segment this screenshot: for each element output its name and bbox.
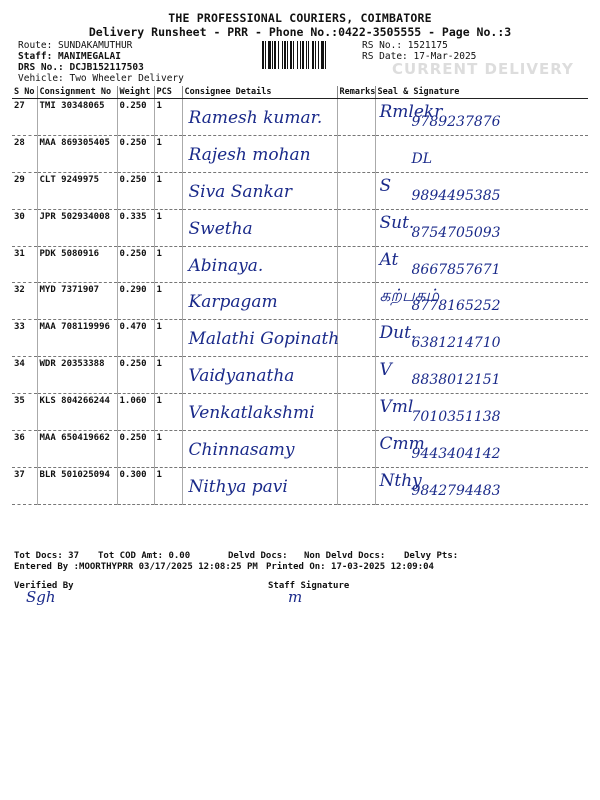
row-sno: 30	[12, 209, 37, 246]
row-sno: 28	[12, 135, 37, 172]
row-consignment: BLR 501025094	[37, 467, 117, 504]
signature-mark: Vml	[379, 397, 414, 418]
signature-phone: 6381214710	[411, 335, 501, 352]
row-pcs: 1	[154, 431, 182, 468]
staff-signature-label: Staff Signature	[268, 581, 350, 591]
consignee-handwritten-name: Malathi Gopinath	[188, 329, 340, 350]
row-remarks	[337, 283, 375, 320]
table-row	[12, 283, 588, 320]
signature-phone: 8778165252	[411, 298, 501, 315]
row-sno: 37	[12, 467, 37, 504]
row-consignment: PDK 5080916	[37, 246, 117, 283]
row-pcs: 1	[154, 209, 182, 246]
row-consignee	[182, 209, 337, 246]
staff: Staff: MANIMEGALAI	[18, 51, 121, 62]
table-row	[12, 135, 588, 172]
consignee-handwritten-name: Rajesh mohan	[188, 144, 311, 165]
row-consignee	[182, 135, 337, 172]
consignee-handwritten-name: Ramesh kumar.	[188, 108, 323, 128]
consignee-handwritten-name: Siva Sankar	[188, 181, 293, 202]
verified-by-label: Verified By	[14, 581, 74, 591]
row-pcs: 1	[154, 467, 182, 504]
route: Route: SUNDAKAMUTHUR	[18, 40, 133, 51]
consignee-handwritten-name: Swetha	[188, 218, 253, 239]
table-row	[12, 209, 588, 246]
printed-on: Printed On: 17-03-2025 12:09:04	[266, 562, 434, 572]
row-consignee	[182, 394, 337, 431]
row-signature	[375, 283, 588, 320]
signature-phone: 7010351138	[411, 409, 501, 426]
table-row	[12, 394, 588, 431]
row-weight: 0.250	[117, 99, 154, 136]
row-consignee	[182, 246, 337, 283]
row-remarks	[337, 172, 375, 209]
row-consignee	[182, 431, 337, 468]
row-signature	[375, 320, 588, 357]
row-sno: 29	[12, 172, 37, 209]
signature-phone: 8667857671	[411, 261, 501, 278]
row-pcs: 1	[154, 172, 182, 209]
signature-mark: S	[379, 175, 392, 196]
total-docs: Tot Docs: 37	[14, 551, 80, 561]
row-consignee	[182, 283, 337, 320]
row-weight: 0.250	[117, 357, 154, 394]
row-remarks	[337, 209, 375, 246]
row-consignment: MAA 650419662	[37, 431, 117, 468]
consignee-handwritten-name: Chinnasamy	[188, 440, 295, 461]
row-sno: 32	[12, 283, 37, 320]
col-remarks: Remarks	[337, 86, 375, 99]
col-consignee: Consignee Details	[182, 86, 337, 99]
consignee-handwritten-name: Venkatlakshmi	[188, 403, 315, 424]
row-signature	[375, 246, 588, 283]
table-row	[12, 357, 588, 394]
signature-mark: V	[379, 360, 392, 381]
row-weight: 1.060	[117, 394, 154, 431]
entered-by: Entered By :MOORTHYPRR 03/17/2025 12:08:25 PM	[14, 562, 258, 572]
row-pcs: 1	[154, 394, 182, 431]
consignee-handwritten-name: Vaidyanatha	[188, 366, 295, 387]
row-sno: 34	[12, 357, 37, 394]
row-signature	[375, 467, 588, 504]
row-weight: 0.250	[117, 135, 154, 172]
delivered-docs: Delvd Docs:	[228, 551, 288, 561]
row-remarks	[337, 135, 375, 172]
runsheet-subtitle: Delivery Runsheet - PRR - Phone No.:0422-3505555 - Page No.:3	[88, 25, 512, 39]
signature-phone: 9789237876	[411, 114, 501, 130]
signature-phone: 9894495385	[411, 187, 501, 204]
row-signature	[375, 394, 588, 431]
row-remarks	[337, 320, 375, 357]
consignee-handwritten-name: Nithya pavi	[188, 476, 288, 497]
row-weight: 0.470	[117, 320, 154, 357]
row-consignee	[182, 99, 337, 136]
vehicle: Vehicle: Two Wheeler Delivery	[18, 73, 184, 84]
row-pcs: 1	[154, 283, 182, 320]
row-weight: 0.300	[117, 467, 154, 504]
row-remarks	[337, 431, 375, 468]
table-row	[12, 246, 588, 283]
col-weight: Weight	[117, 86, 154, 99]
staff-signature-mark: m	[288, 588, 303, 606]
signature-phone: 9443404142	[411, 446, 501, 463]
company-name: THE PROFESSIONAL COURIERS, COIMBATORE	[168, 11, 432, 25]
row-consignment: MAA 708119996	[37, 320, 117, 357]
signature-mark: Dut.	[379, 323, 417, 344]
col-consignment: Consignment No	[37, 86, 117, 99]
signature-phone: 8754705093	[411, 224, 501, 241]
row-signature	[375, 135, 588, 172]
verified-signature: Sgh	[26, 588, 56, 606]
table-row	[12, 172, 588, 209]
row-signature	[375, 172, 588, 209]
row-consignment: TMI 30348065	[37, 99, 117, 136]
row-sno: 33	[12, 320, 37, 357]
signature-phone: 8838012151	[411, 372, 501, 389]
non-delivered-docs: Non Delvd Docs:	[304, 551, 386, 561]
table-row	[12, 467, 588, 504]
row-pcs: 1	[154, 135, 182, 172]
delivery-points: Delvy Pts:	[404, 551, 459, 561]
signature-mark: Nthy	[379, 470, 422, 491]
row-sno: 35	[12, 394, 37, 431]
table-row	[12, 320, 588, 357]
row-pcs: 1	[154, 246, 182, 283]
row-weight: 0.335	[117, 209, 154, 246]
row-consignment: CLT 9249975	[37, 172, 117, 209]
row-signature	[375, 357, 588, 394]
row-sno: 27	[12, 99, 37, 136]
row-consignee	[182, 320, 340, 357]
row-sno: 31	[12, 246, 37, 283]
row-consignment: WDR 20353388	[37, 357, 117, 394]
col-sno: S No	[12, 86, 37, 99]
row-consignment: JPR 502934008	[37, 209, 117, 246]
signature-mark: கற்பகம்	[379, 286, 440, 307]
consignee-handwritten-name: Abinaya.	[188, 255, 264, 276]
barcode	[262, 41, 359, 69]
signature-mark: Sut.	[379, 212, 415, 233]
row-remarks	[337, 394, 375, 431]
row-consignment: KLS 804266244	[37, 394, 117, 431]
table-header-row	[12, 86, 588, 99]
row-consignee	[182, 467, 337, 504]
row-weight: 0.250	[117, 431, 154, 468]
row-pcs: 1	[154, 320, 182, 357]
total-cod: Tot COD Amt: 0.00	[98, 551, 191, 561]
row-weight: 0.250	[117, 172, 154, 209]
row-consignment: MYD 7371907	[37, 283, 117, 320]
col-signature: Seal & Signature	[375, 86, 588, 99]
row-remarks	[337, 357, 375, 394]
row-remarks	[337, 246, 375, 283]
row-weight: 0.290	[117, 283, 154, 320]
col-pcs: PCS	[154, 86, 182, 99]
consignee-handwritten-name: Karpagam	[188, 292, 278, 313]
table-row	[12, 99, 588, 136]
signature-mark: At	[379, 249, 399, 270]
delivery-stamp: CURRENT DELIVERY	[392, 60, 574, 78]
row-remarks	[337, 99, 375, 136]
row-signature	[375, 209, 588, 246]
row-pcs: 1	[154, 99, 182, 136]
signature-phone: DL	[411, 150, 433, 167]
row-remarks	[337, 467, 375, 504]
rs-number: RS No.: 1521175	[362, 40, 448, 51]
signature-mark: Cmm	[379, 434, 425, 455]
row-consignment: MAA 869305405	[37, 135, 117, 172]
row-consignee	[182, 357, 337, 394]
row-weight: 0.250	[117, 246, 154, 283]
drs-number: DRS No.: DCJB152117503	[18, 62, 144, 73]
signature-mark: Rmlekr	[379, 102, 443, 122]
row-signature	[375, 431, 588, 468]
row-consignee	[182, 172, 337, 209]
table-row	[12, 431, 588, 468]
rs-date: RS Date: 17-Mar-2025	[362, 51, 477, 62]
row-sno: 36	[12, 431, 37, 468]
row-signature	[375, 99, 588, 136]
row-pcs: 1	[154, 357, 182, 394]
runsheet-table	[12, 86, 588, 505]
signature-phone: 9842794483	[411, 482, 501, 499]
